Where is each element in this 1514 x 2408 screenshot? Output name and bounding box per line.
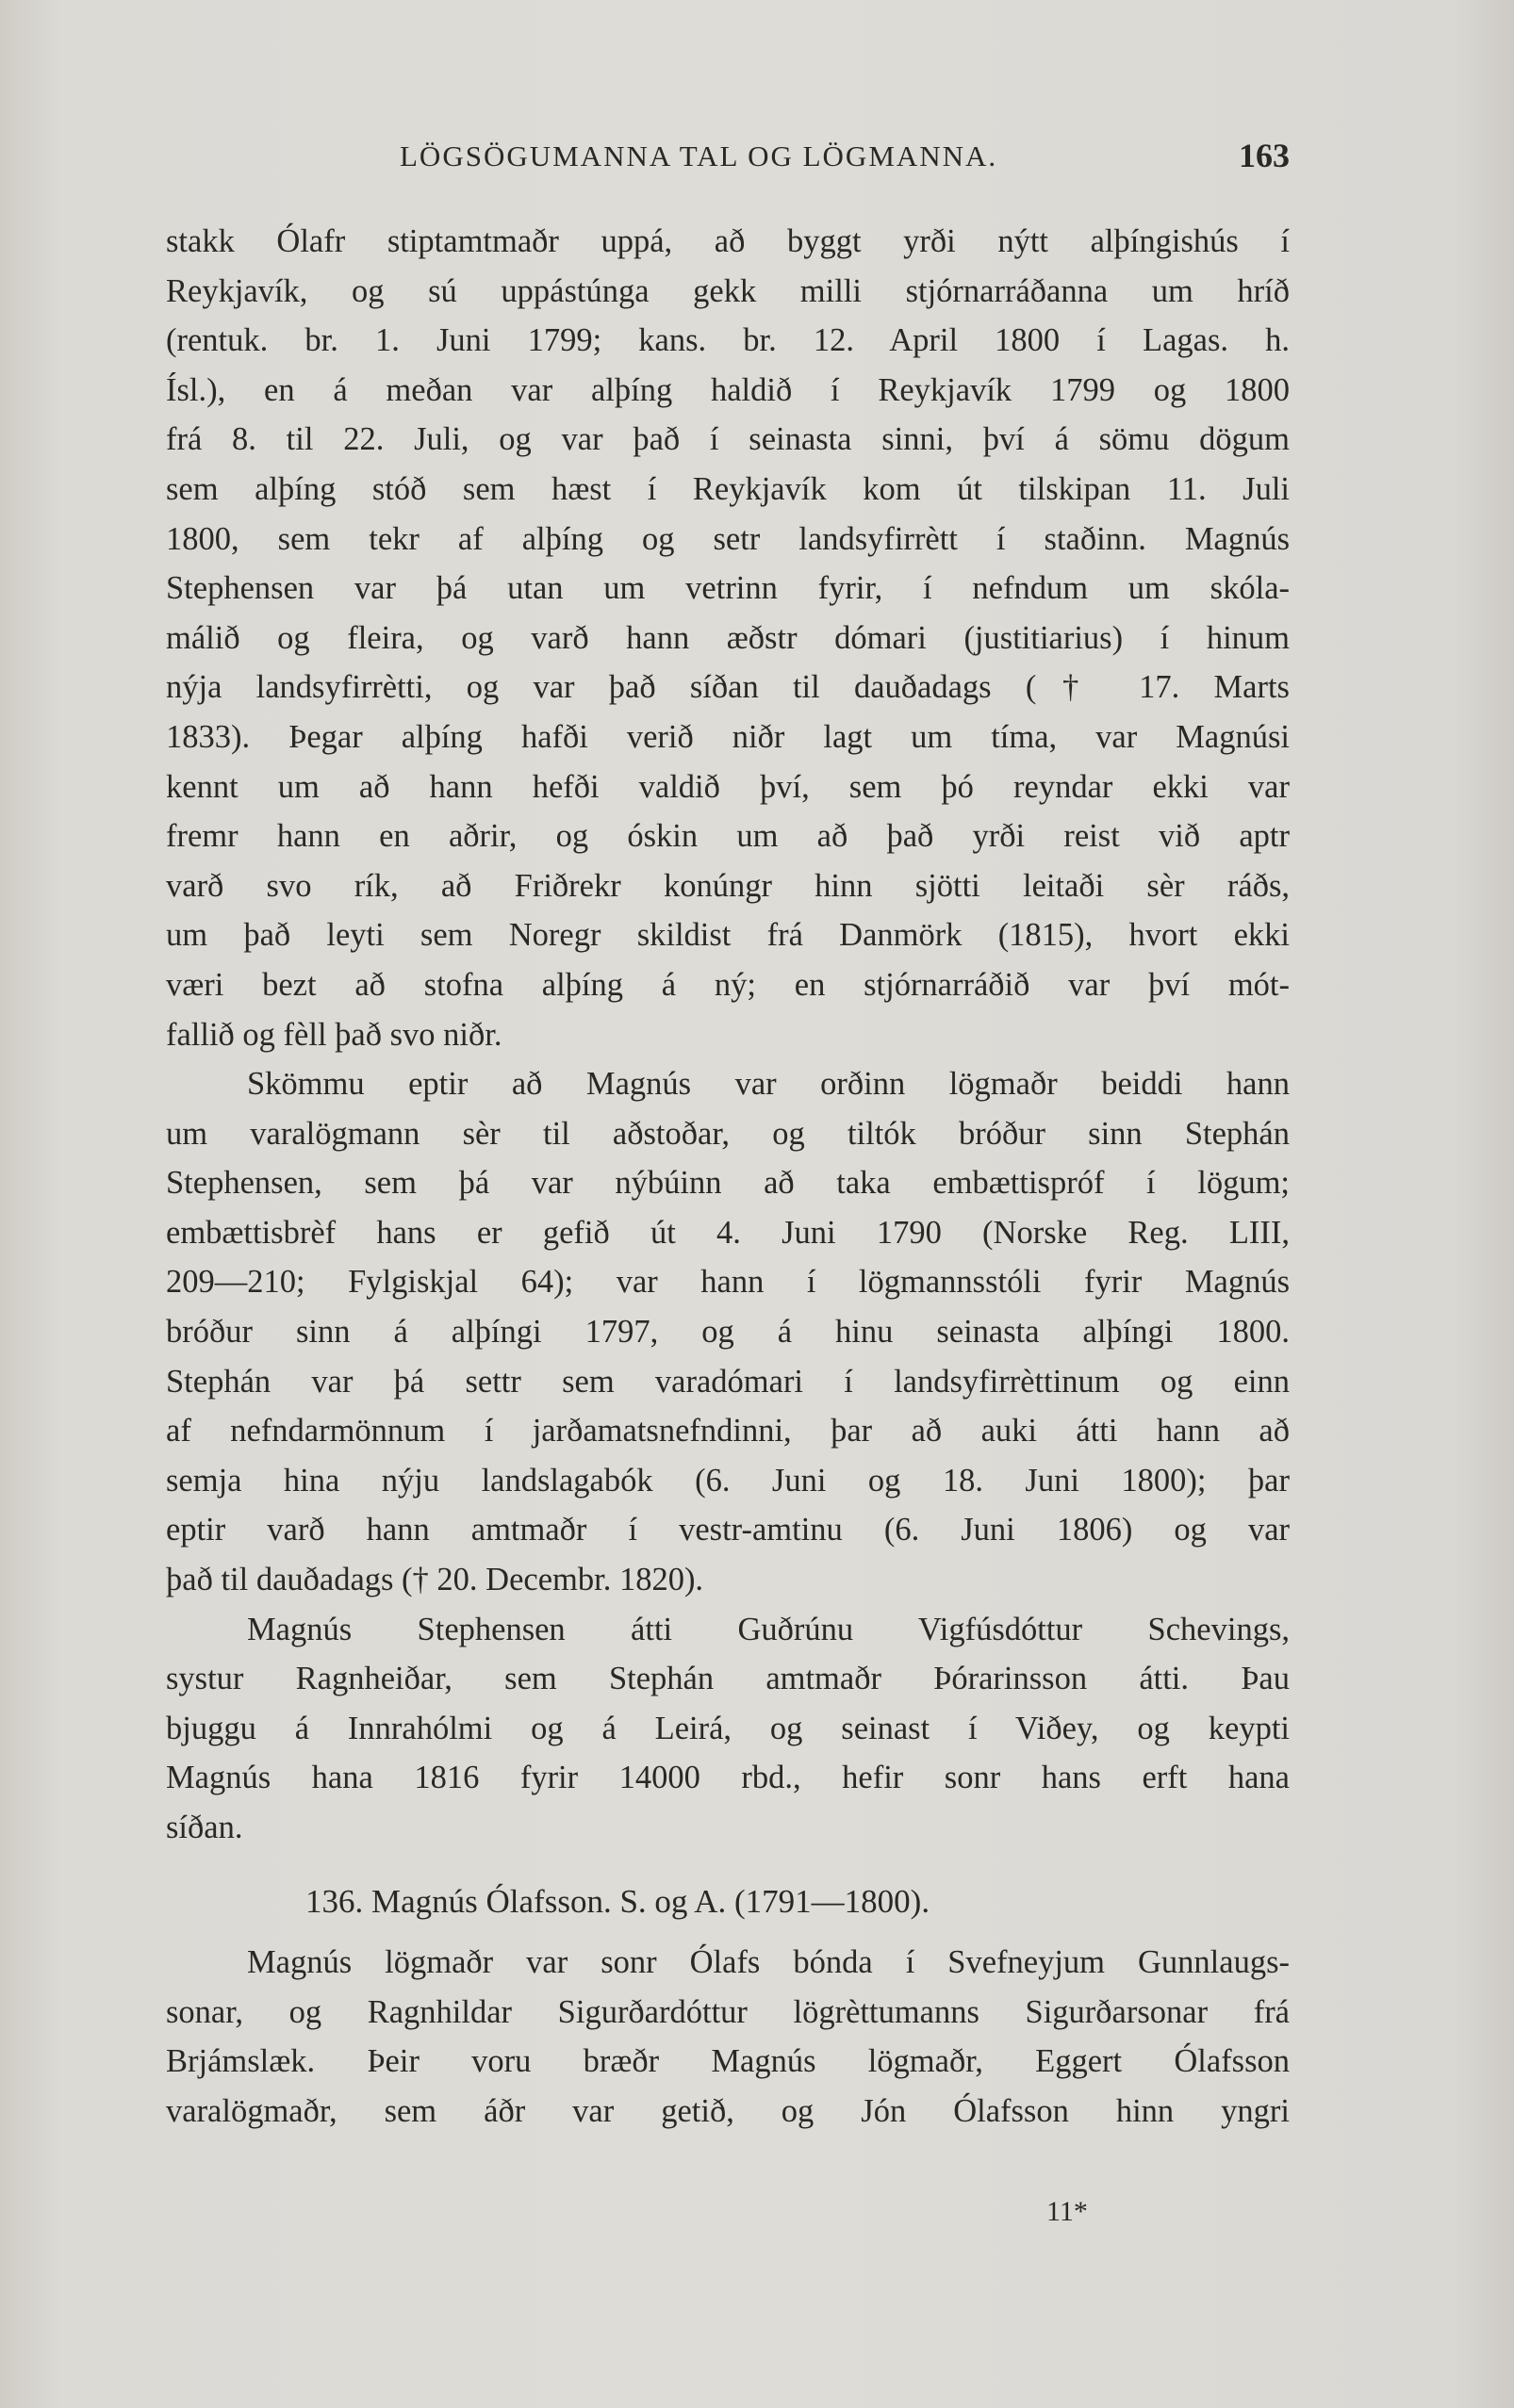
text-line: embættisbrèf hans er gefið út 4. Juni 1790 (Norske Reg. LIII, xyxy=(166,1214,1290,1251)
paragraph-3 xyxy=(166,1605,1290,1853)
text-line: bjuggu á Innrahólmi og á Leirá, og seinast í Viðey, og keypti xyxy=(166,1710,1290,1746)
text-line: um varalögmann sèr til aðstoðar, og tiltók bróður sinn Stephán xyxy=(166,1115,1290,1152)
page-header xyxy=(166,139,1290,187)
text-line: síðan. xyxy=(166,1810,243,1845)
text-line: fremr hann en aðrir, og óskin um að það yrði reist við aptr xyxy=(166,818,1290,855)
text-line: Stephensen, sem þá var nýbúinn að taka embættispróf í lögum; xyxy=(166,1165,1290,1202)
text-line: af nefndarmönnum í jarðamatsnefndinni, þar að auki átti hann að xyxy=(166,1413,1290,1450)
text-line: varalögmaðr, sem áðr var getið, og Jón Ólafsson hinn yngri xyxy=(166,2092,1290,2129)
text-line: 1800, sem tekr af alþíng og setr landsyfirrètt í staðinn. Magnús xyxy=(166,520,1290,557)
text-line: nýja landsyfirrètti, og var það síðan til dauðadags († 17. Marts xyxy=(166,669,1290,706)
text-line: frá 8. til 22. Juli, og var það í seinasta sinni, því á sömu dögum xyxy=(166,421,1290,458)
text-line: um það leyti sem Noregr skildist frá Danmörk (1815), hvort ekki xyxy=(166,917,1290,954)
text-line: Magnús lögmaðr var sonr Ólafs bónda í Svefneyjum Gunnlaugs- xyxy=(247,1944,1290,1981)
text-line: (rentuk. br. 1. Juni 1799; kans. br. 12. April 1800 í Lagas. h. xyxy=(166,322,1290,359)
text-line: kennt um að hann hefði valdið því, sem þó reyndar ekki var xyxy=(166,768,1290,805)
text-line: fallið og fèll það svo niðr. xyxy=(166,1016,502,1053)
text-line: Magnús Stephensen átti Guðrúnu Vigfúsdóttur Schevings, xyxy=(247,1611,1290,1647)
text-line: sonar, og Ragnhildar Sigurðardóttur lögrèttumanns Sigurðarsonar frá xyxy=(166,1993,1290,2030)
text-line: 209—210; Fylgiskjal 64); var hann í lögmannsstóli fyrir Magnús xyxy=(166,1264,1290,1301)
page-number: 163 xyxy=(1239,137,1290,174)
paragraph-2 xyxy=(166,1059,1290,1605)
paragraph-1 xyxy=(166,217,1290,1059)
text-line: Magnús hana 1816 fyrir 14000 rbd., hefir sonr hans erft hana xyxy=(166,1760,1290,1796)
text-line: væri bezt að stofna alþíng á ný; en stjórnarráðið var því mót- xyxy=(166,966,1290,1003)
page-body xyxy=(166,217,1290,2137)
running-head: LÖGSÖGUMANNA TAL OG LÖGMANNA. xyxy=(400,139,998,172)
text-line: Skömmu eptir að Magnús var orðinn lögmaðr beiddi hann xyxy=(247,1066,1290,1103)
section-heading: 136. Magnús Ólafsson. S. og A. (1791—1800). xyxy=(305,1882,930,1920)
text-line: eptir varð hann amtmaðr í vestr-amtinu (6. Juni 1806) og var xyxy=(166,1512,1290,1548)
text-line: Stephán var þá settr sem varadómari í landsyfirrèttinum og einn xyxy=(166,1363,1290,1400)
text-line: málið og fleira, og varð hann æðstr dómari (justitiarius) í hinum xyxy=(166,619,1290,656)
text-line: stakk Ólafr stiptamtmaðr uppá, að byggt yrði nýtt alþíngishús í xyxy=(166,223,1290,259)
text-line: varð svo rík, að Friðrekr konúngr hinn sjötti leitaði sèr ráðs, xyxy=(166,867,1290,904)
signature-mark: 11* xyxy=(1046,2196,1088,2227)
paragraph-4 xyxy=(166,1938,1290,2136)
text-line: það til dauðadags († 20. Decembr. 1820). xyxy=(166,1562,704,1598)
text-line: bróður sinn á alþíngi 1797, og á hinu seinasta alþíngi 1800. xyxy=(166,1314,1290,1351)
text-line: systur Ragnheiðar, sem Stephán amtmaðr Þórarinsson átti. Þau xyxy=(166,1661,1290,1697)
text-line: semja hina nýju landslagabók (6. Juni og 18. Juni 1800); þar xyxy=(166,1462,1290,1499)
text-line: 1833). Þegar alþíng hafði verið niðr lagt um tíma, var Magnúsi xyxy=(166,718,1290,755)
text-line: Reykjavík, og sú uppástúnga gekk milli stjórnarráðanna um hríð xyxy=(166,272,1290,309)
text-line: Stephensen var þá utan um vetrinn fyrir, í nefndum um skóla- xyxy=(166,570,1290,607)
text-line: Brjámslæk. Þeir voru bræðr Magnús lögmaðr, Eggert Ólafsson xyxy=(166,2043,1290,2080)
text-line: Ísl.), en á meðan var alþíng haldið í Reykjavík 1799 og 1800 xyxy=(166,371,1290,408)
text-line: sem alþíng stóð sem hæst í Reykjavík kom út tilskipan 11. Juli xyxy=(166,470,1290,507)
